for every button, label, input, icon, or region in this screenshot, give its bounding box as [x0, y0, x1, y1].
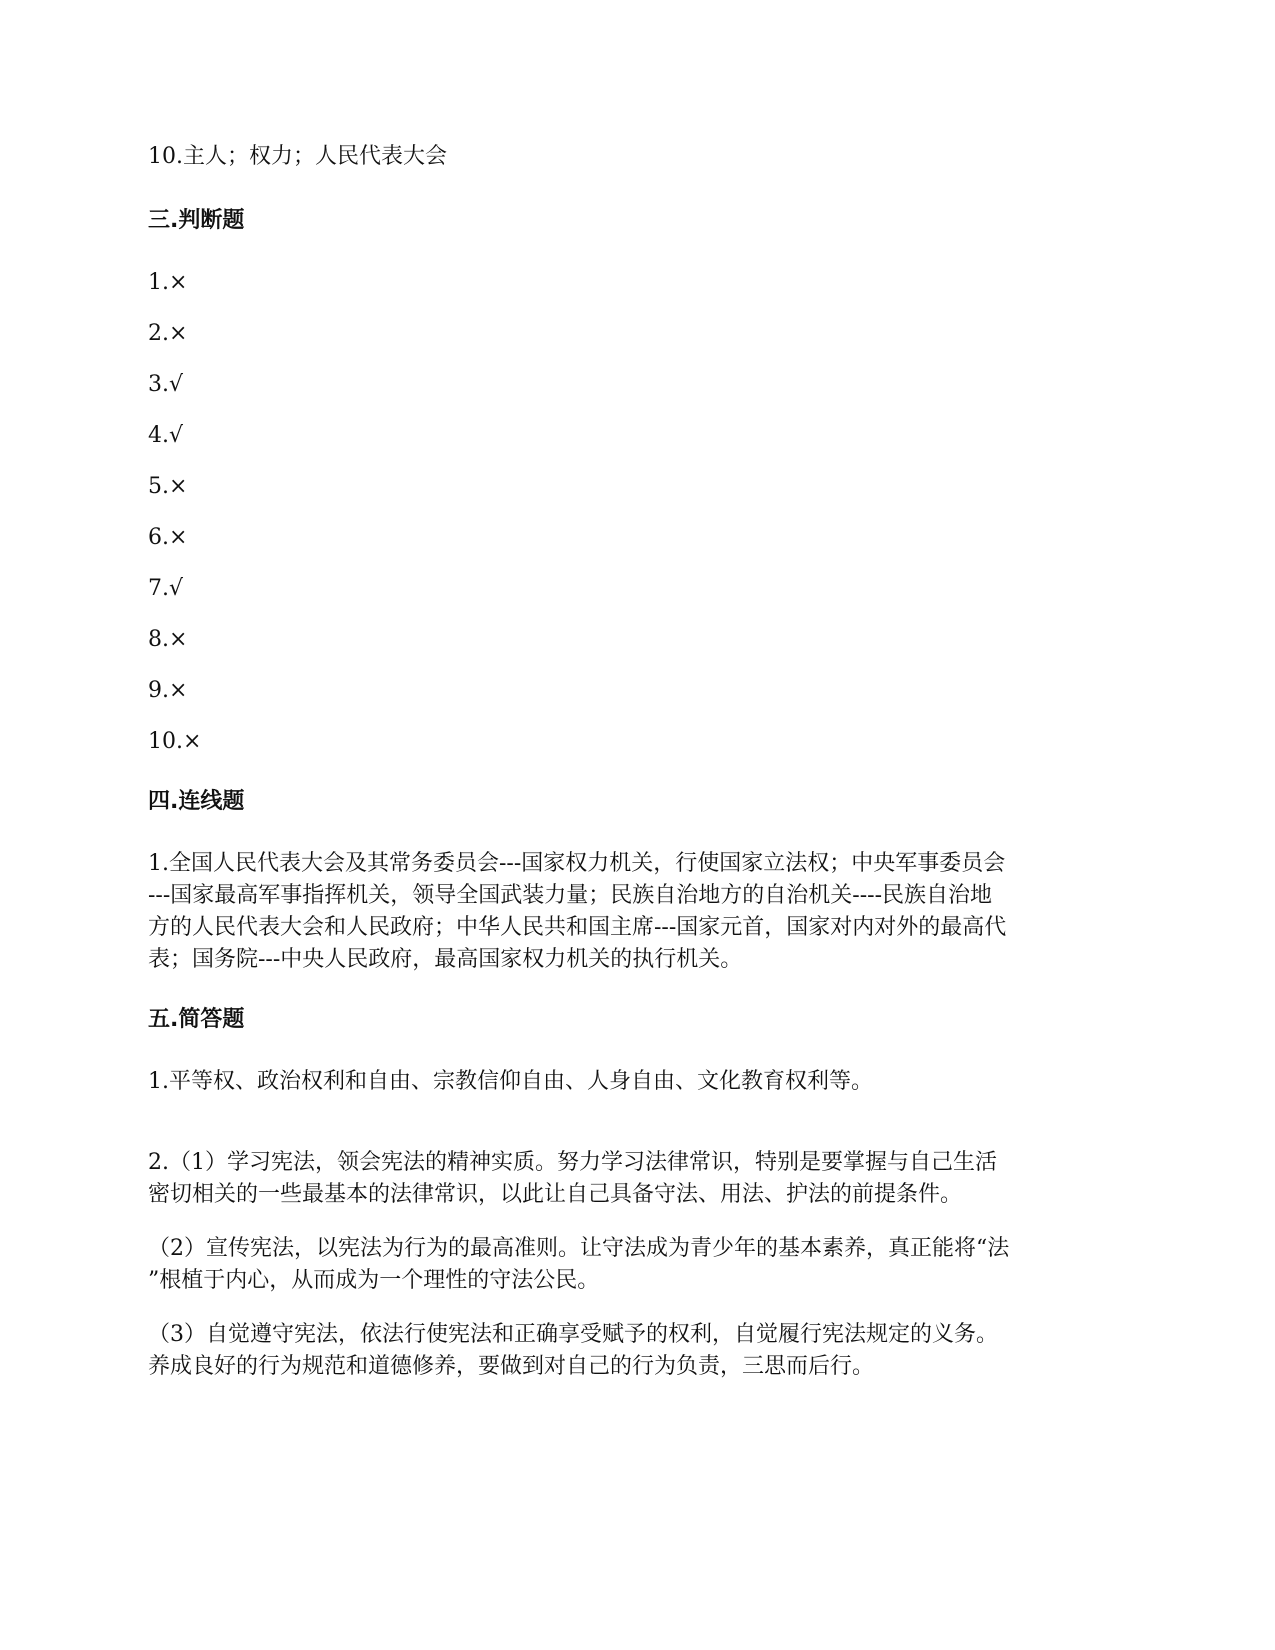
short-answer-1: 1.平等权、政治权利和自由、宗教信仰自由、人身自由、文化教育权利等。 — [148, 1069, 873, 1094]
matching-answer-line: 方的人民代表大会和人民政府；中华人民共和国主席---国家元首，国家对内对外的最高代 — [148, 915, 1007, 940]
short-answer-2-line: 2.（1）学习宪法，领会宪法的精神实质。努力学习法律常识，特别是要掌握与自己生活 — [148, 1150, 997, 1175]
judgment-answer: 10.× — [148, 729, 202, 754]
short-answer-2-line: （2）宣传宪法，以宪法为行为的最高准则。让守法成为青少年的基本素养，真正能将“法 — [148, 1236, 1010, 1261]
short-answer-2-line: 密切相关的一些最基本的法律常识，以此让自己具备守法、用法、护法的前提条件。 — [148, 1182, 963, 1207]
judgment-answer: 3.√ — [148, 372, 184, 397]
matching-answer-line: 1.全国人民代表大会及其常务委员会---国家权力机关，行使国家立法权；中央军事委员会 — [148, 851, 1006, 876]
judgment-answer: 1.× — [148, 270, 188, 295]
short-answer-2-line: ”根植于内心，从而成为一个理性的守法公民。 — [148, 1268, 600, 1293]
judgment-answer: 4.√ — [148, 423, 184, 448]
judgment-answer: 7.√ — [148, 576, 184, 601]
fill-answer-10: 10.主人；权力；人民代表大会 — [148, 144, 447, 169]
section-heading-matching: 四.连线题 — [148, 789, 245, 814]
judgment-answer: 9.× — [148, 678, 188, 703]
section-heading-short-answer: 五.简答题 — [148, 1007, 245, 1032]
judgment-answer: 5.× — [148, 474, 188, 499]
short-answer-2-line: 养成良好的行为规范和道德修养，要做到对自己的行为负责，三思而后行。 — [148, 1354, 875, 1379]
short-answer-2-line: （3）自觉遵守宪法，依法行使宪法和正确享受赋予的权利，自觉履行宪法规定的义务。 — [148, 1322, 998, 1347]
judgment-answer: 6.× — [148, 525, 188, 550]
matching-answer-line: ---国家最高军事指挥机关，领导全国武装力量；民族自治地方的自治机关----民族自治地 — [148, 883, 993, 908]
judgment-answer: 8.× — [148, 627, 188, 652]
matching-answer-line: 表；国务院---中央人民政府，最高国家权力机关的执行机关。 — [148, 947, 743, 972]
section-heading-judgment: 三.判断题 — [148, 208, 245, 233]
judgment-answer: 2.× — [148, 321, 188, 346]
